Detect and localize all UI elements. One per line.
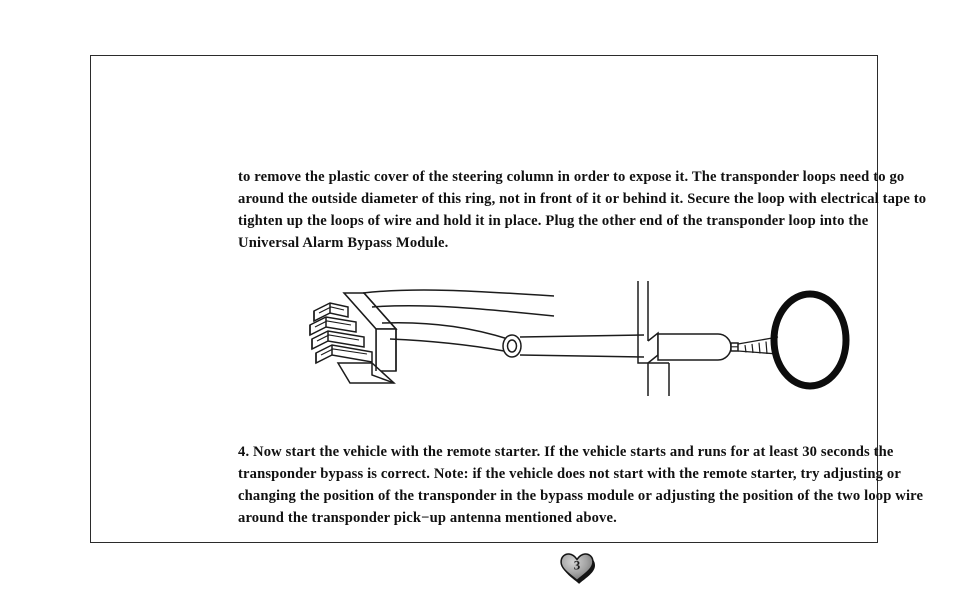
transponder-bypass-wiring-diagram xyxy=(286,271,866,411)
page-number-badge xyxy=(557,551,597,585)
transponder-pickup-antenna-ring xyxy=(774,294,846,386)
cable-grommet xyxy=(503,335,521,357)
page-border-frame xyxy=(90,55,931,573)
paragraph-bottom: 4. Now start the vehicle with the remote starter. If the vehicle starts and runs for at least 30 seconds the transponder bypass is correct. Note: if the vehicle does not start with the remote starter, try adjusting or changing the position of the transponder in the bypass module or adjusting the position of the two loop wire around the transponder pick−up antenna mentioned above. xyxy=(238,444,927,526)
heart-icon xyxy=(557,551,597,585)
paragraph-top: to remove the plastic cover of the steering column in order to expose it. The transponder loops need to go around the outside diameter of this ring, not in front of it or behind it. Secure the loop with electrical tape to tighten up the loops of wire and hold it in place. Plug the other end of the transponder loop into the Universal Alarm Bypass Module. xyxy=(238,169,931,251)
page-number-label: 3 xyxy=(573,557,581,573)
main-cable-tube xyxy=(520,335,644,357)
wiring-diagram-svg xyxy=(286,271,866,411)
transponder-bypass-module xyxy=(658,334,738,360)
